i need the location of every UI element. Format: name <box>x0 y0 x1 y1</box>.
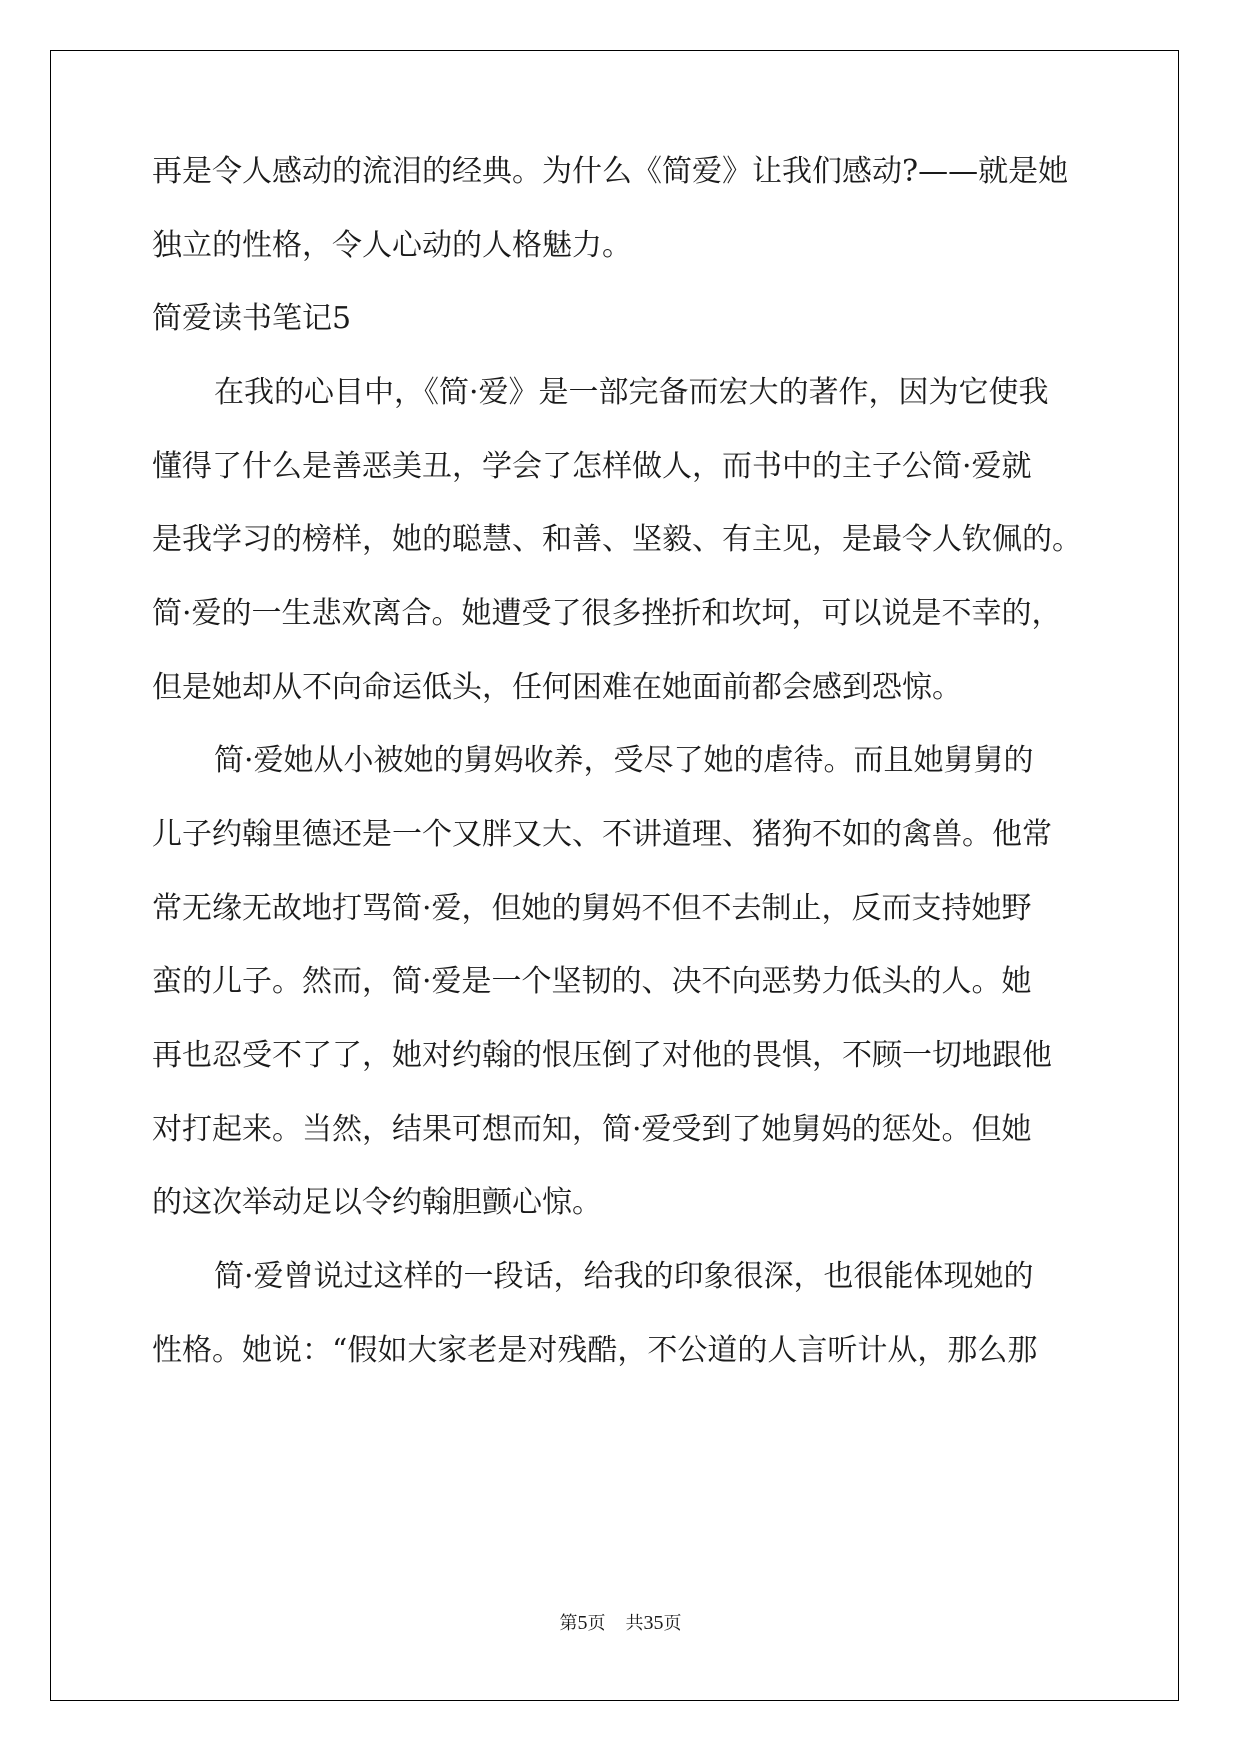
body-line: 对打起来。当然，结果可想而知，简·爱受到了她舅妈的惩处。但她 <box>152 1112 1032 1147</box>
paragraph-start-line: 在我的心目中，《简·爱》是一部完备而宏大的著作，因为它使我 <box>214 375 1049 410</box>
body-line: 常无缘无故地打骂简·爱，但她的舅妈不但不去制止，反而支持她野 <box>152 891 1032 926</box>
page-number: 5 <box>577 1612 588 1634</box>
body-line: 是我学习的榜样，她的聪慧、和善、坚毅、有主见，是最令人钦佩的。 <box>152 522 1082 557</box>
total-prefix: 共 <box>625 1613 644 1634</box>
body-line: 的这次举动足以令约翰胆颤心惊。 <box>152 1185 602 1220</box>
body-line: 懂得了什么是善恶美丑，学会了怎样做人，而书中的主子公简·爱就 <box>152 449 1032 484</box>
paragraph-start-line: 简·爱曾说过这样的一段话，给我的印象很深，也很能体现她的 <box>214 1259 1034 1294</box>
section-heading: 简爱读书笔记5 <box>152 301 352 336</box>
total-pages: 35 <box>643 1612 664 1634</box>
page-suffix: 页 <box>587 1613 606 1634</box>
body-line: 再是令人感动的流泪的经典。为什么《简爱》让我们感动?——就是她 <box>152 154 1069 189</box>
body-line: 儿子约翰里德还是一个又胖又大、不讲道理、猪狗不如的禽兽。他常 <box>152 817 1052 852</box>
body-line: 简·爱的一生悲欢离合。她遭受了很多挫折和坎坷，可以说是不幸的， <box>152 596 1062 631</box>
total-suffix: 页 <box>663 1613 682 1634</box>
page-prefix: 第 <box>559 1613 578 1634</box>
body-line: 性格。她说：“假如大家老是对残酷，不公道的人言听计从，那么那 <box>152 1333 1038 1368</box>
body-line: 但是她却从不向命运低头，任何困难在她面前都会感到恐惊。 <box>152 670 962 705</box>
body-line: 独立的性格，令人心动的人格魅力。 <box>152 228 632 263</box>
body-line: 蛮的儿子。然而，简·爱是一个坚韧的、决不向恶势力低头的人。她 <box>152 964 1032 999</box>
page-footer <box>0 1611 1241 1636</box>
body-line: 再也忍受不了了，她对约翰的恨压倒了对他的畏惧，不顾一切地跟他 <box>152 1038 1052 1073</box>
paragraph-start-line: 简·爱她从小被她的舅妈收养，受尽了她的虐待。而且她舅舅的 <box>214 743 1034 778</box>
page-border <box>50 50 1179 1701</box>
